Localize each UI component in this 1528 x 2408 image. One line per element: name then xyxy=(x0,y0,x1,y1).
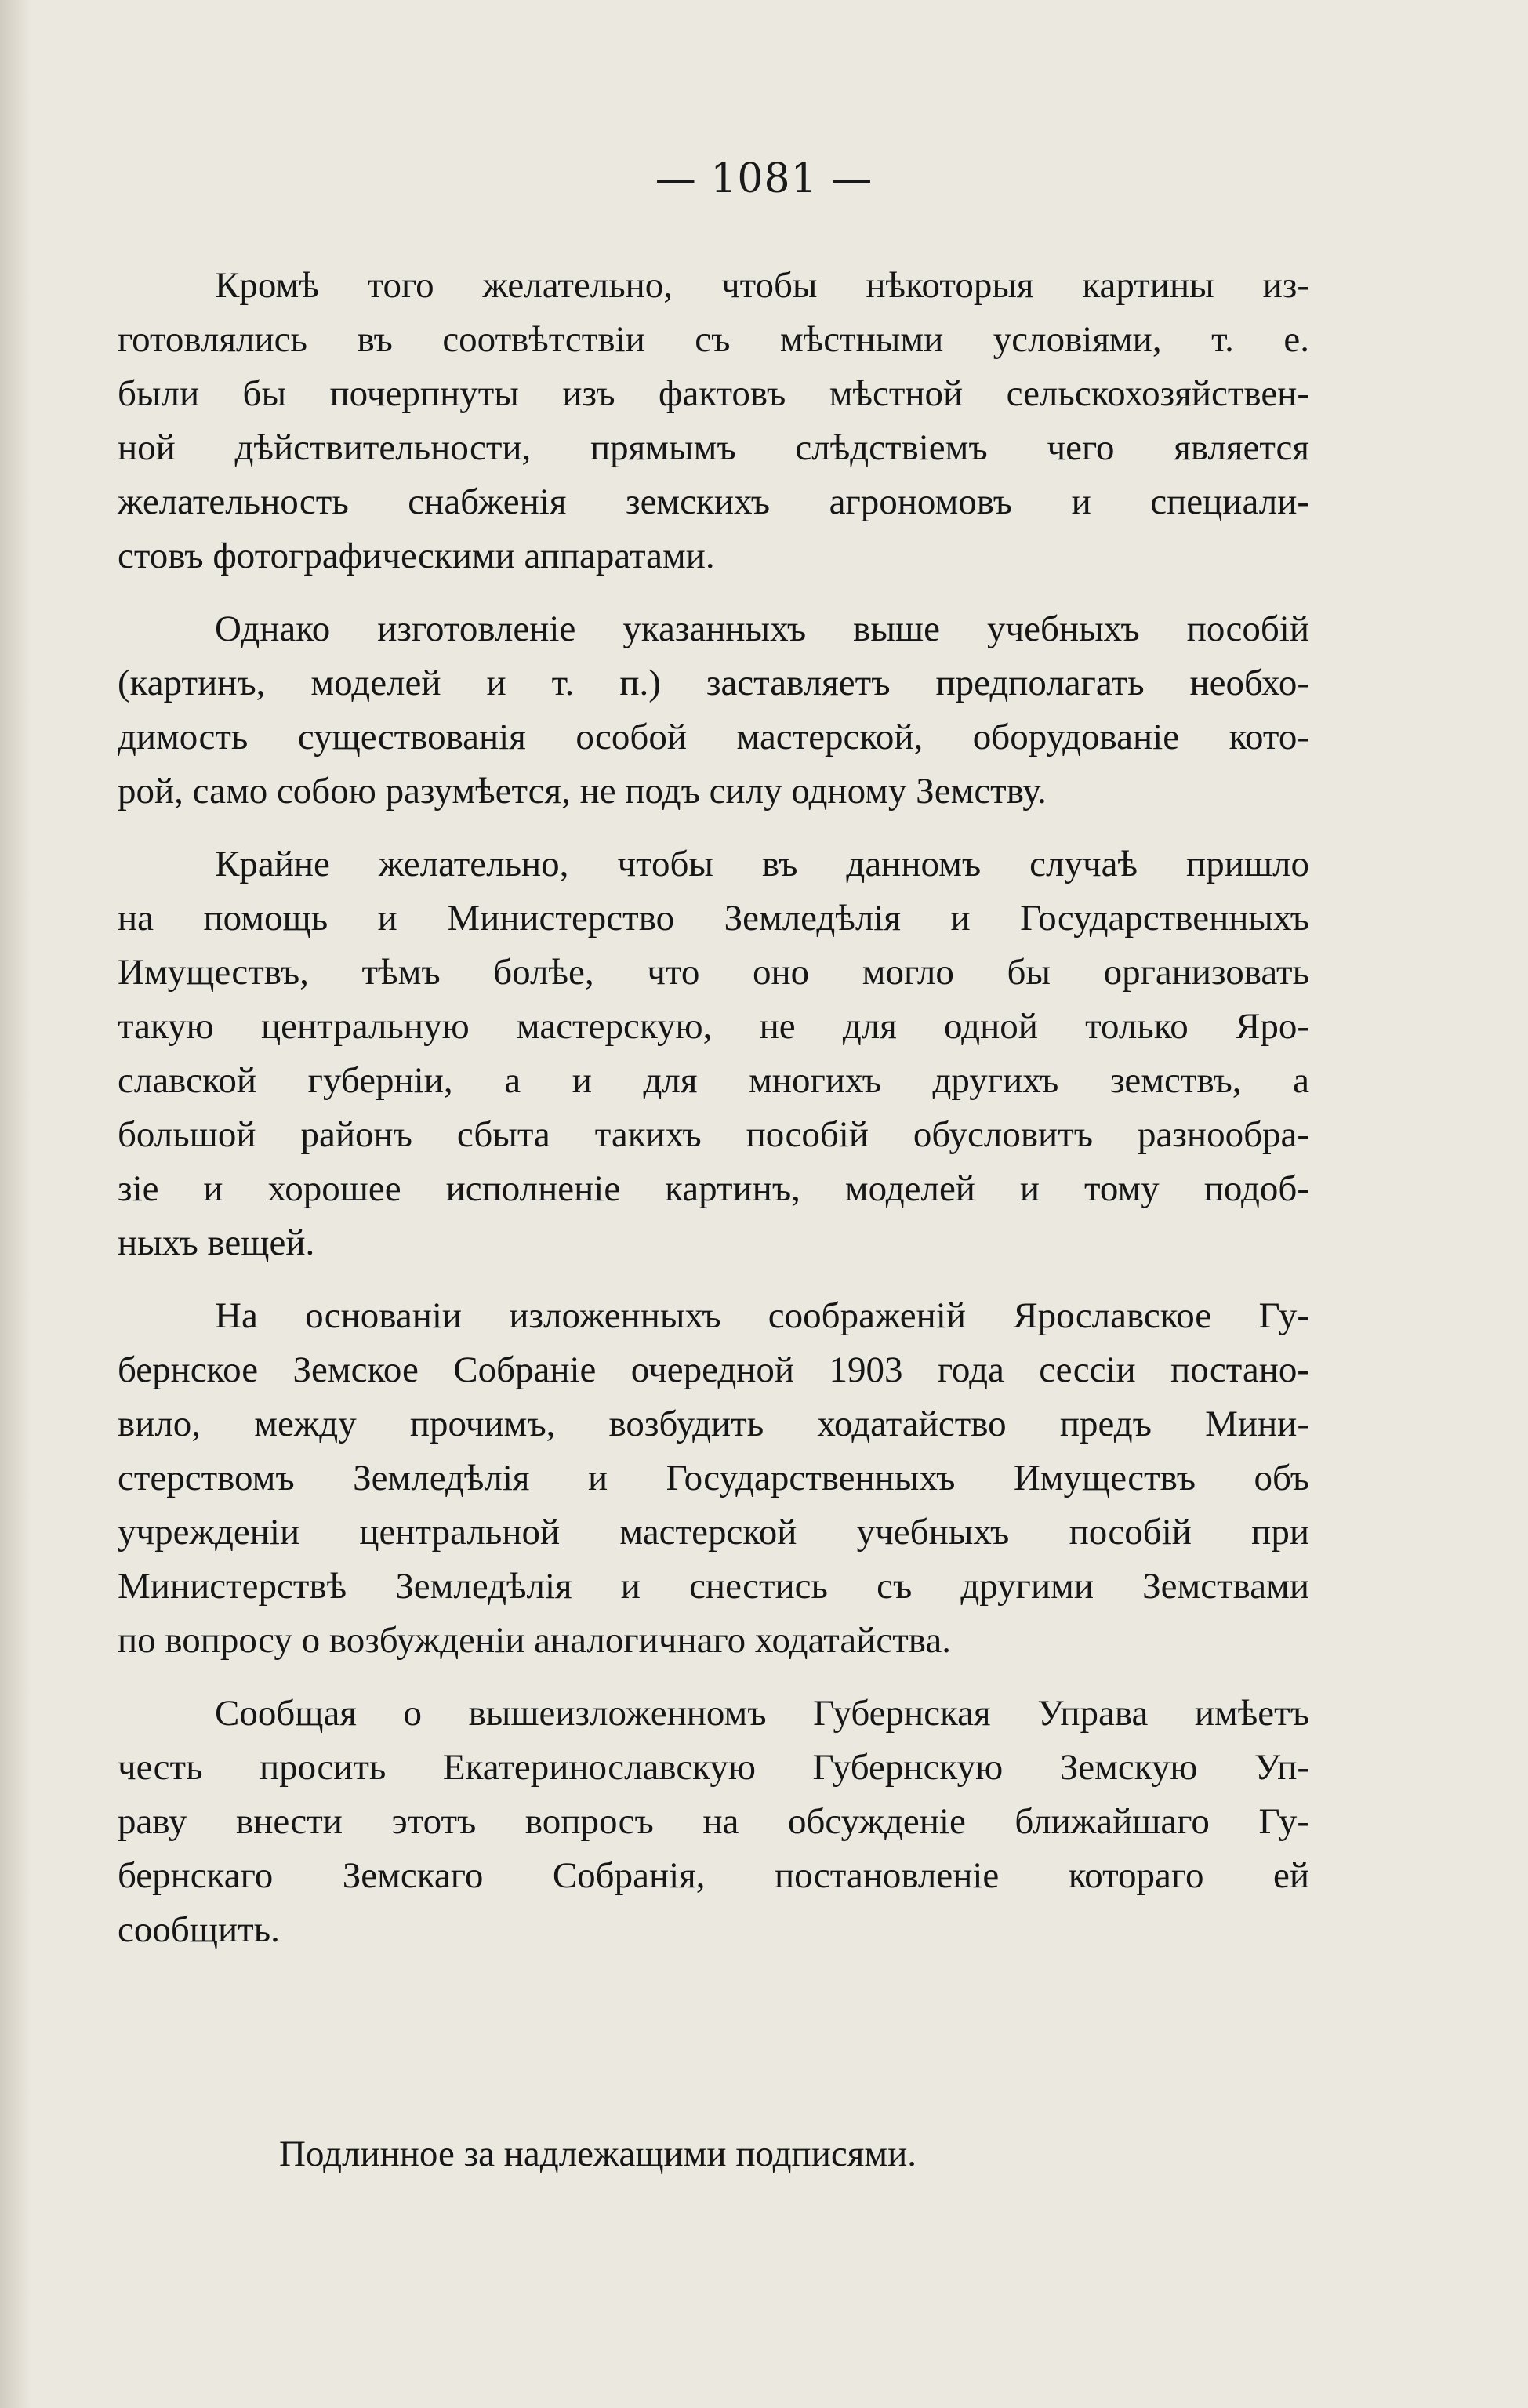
paragraph-4 xyxy=(118,1289,1309,1668)
text-line: ной дѣйствительности, прямымъ слѣдствіемъ чего является xyxy=(118,427,1309,468)
paragraph-1 xyxy=(118,259,1309,583)
text-line: стовъ фотографическими аппаратами. xyxy=(118,536,715,576)
text-line: по вопросу о возбужденіи аналогичнаго ходатайства. xyxy=(118,1620,951,1661)
text-line: Министерствѣ Земледѣлія и снестись съ другими Земствами xyxy=(118,1566,1309,1607)
text-line: (картинъ, моделей и т. п.) заставляетъ предполагать необхо- xyxy=(118,663,1309,703)
spine-shadow xyxy=(0,0,31,2408)
text-line: на помощь и Министерство Земледѣлія и Государственныхъ xyxy=(118,898,1309,939)
text-line: бернское Земское Собраніе очередной 1903 года сессіи постано- xyxy=(118,1349,1309,1390)
text-line: рой, само собою разумѣется, не подъ силу одному Земству. xyxy=(118,771,1047,812)
text-line: Однако изготовленіе указанныхъ выше учебныхъ пособій xyxy=(215,608,1309,649)
text-line: зіе и хорошее исполненіе картинъ, моделей и тому подоб- xyxy=(118,1168,1309,1209)
text-line: стерствомъ Земледѣлія и Государственныхъ Имуществъ объ xyxy=(118,1458,1309,1498)
text-line: сообщить. xyxy=(118,1909,280,1950)
text-line: учрежденіи центральной мастерской учебныхъ пособій при xyxy=(118,1512,1309,1553)
paragraph-3 xyxy=(118,837,1309,1270)
text-line: были бы почерпнуты изъ фактовъ мѣстной сельскохозяйствен- xyxy=(118,373,1309,414)
text-line: желательность снабженія земскихъ агрономовъ и специали- xyxy=(118,481,1309,522)
text-line: вило, между прочимъ, возбудить ходатайство предъ Мини- xyxy=(118,1404,1309,1444)
text-line: бернскаго Земскаго Собранія, постановленіе котораго ей xyxy=(118,1855,1309,1896)
text-line: готовлялись въ соотвѣтствіи съ мѣстными условіями, т. е. xyxy=(118,319,1309,360)
text-line: ныхъ вещей. xyxy=(118,1222,315,1263)
text-line: такую центральную мастерскую, не для одной только Яро- xyxy=(118,1006,1309,1047)
text-line: Кромѣ того желательно, чтобы нѣкоторыя картины из- xyxy=(215,265,1309,306)
text-line: димость существованія особой мастерской, оборудованіе кото- xyxy=(118,717,1309,757)
text-line: большой районъ сбыта такихъ пособій обусловитъ разнообра- xyxy=(118,1114,1309,1155)
text-line: честь просить Екатеринославскую Губернскую Земскую Уп- xyxy=(118,1747,1309,1788)
text-line: Сообщая о вышеизложенномъ Губернская Управа имѣетъ xyxy=(215,1693,1309,1734)
paragraph-2 xyxy=(118,602,1309,819)
document-body xyxy=(118,259,1309,1976)
paragraph-5 xyxy=(118,1687,1309,1957)
text-line: славской губерніи, а и для многихъ другихъ земствъ, а xyxy=(118,1060,1309,1101)
closing-note: Подлинное за надлежащими подписями. xyxy=(279,2134,916,2174)
text-line: Крайне желательно, чтобы въ данномъ случаѣ пришло xyxy=(215,844,1309,884)
text-line: Имуществъ, тѣмъ болѣе, что оно могло бы организовать xyxy=(118,952,1309,993)
page-number: — 1081 — xyxy=(655,155,873,202)
text-line: раву внести этотъ вопросъ на обсужденіе ближайшаго Гу- xyxy=(118,1801,1309,1842)
text-line: На основаніи изложенныхъ соображеній Ярославское Гу- xyxy=(215,1295,1309,1336)
